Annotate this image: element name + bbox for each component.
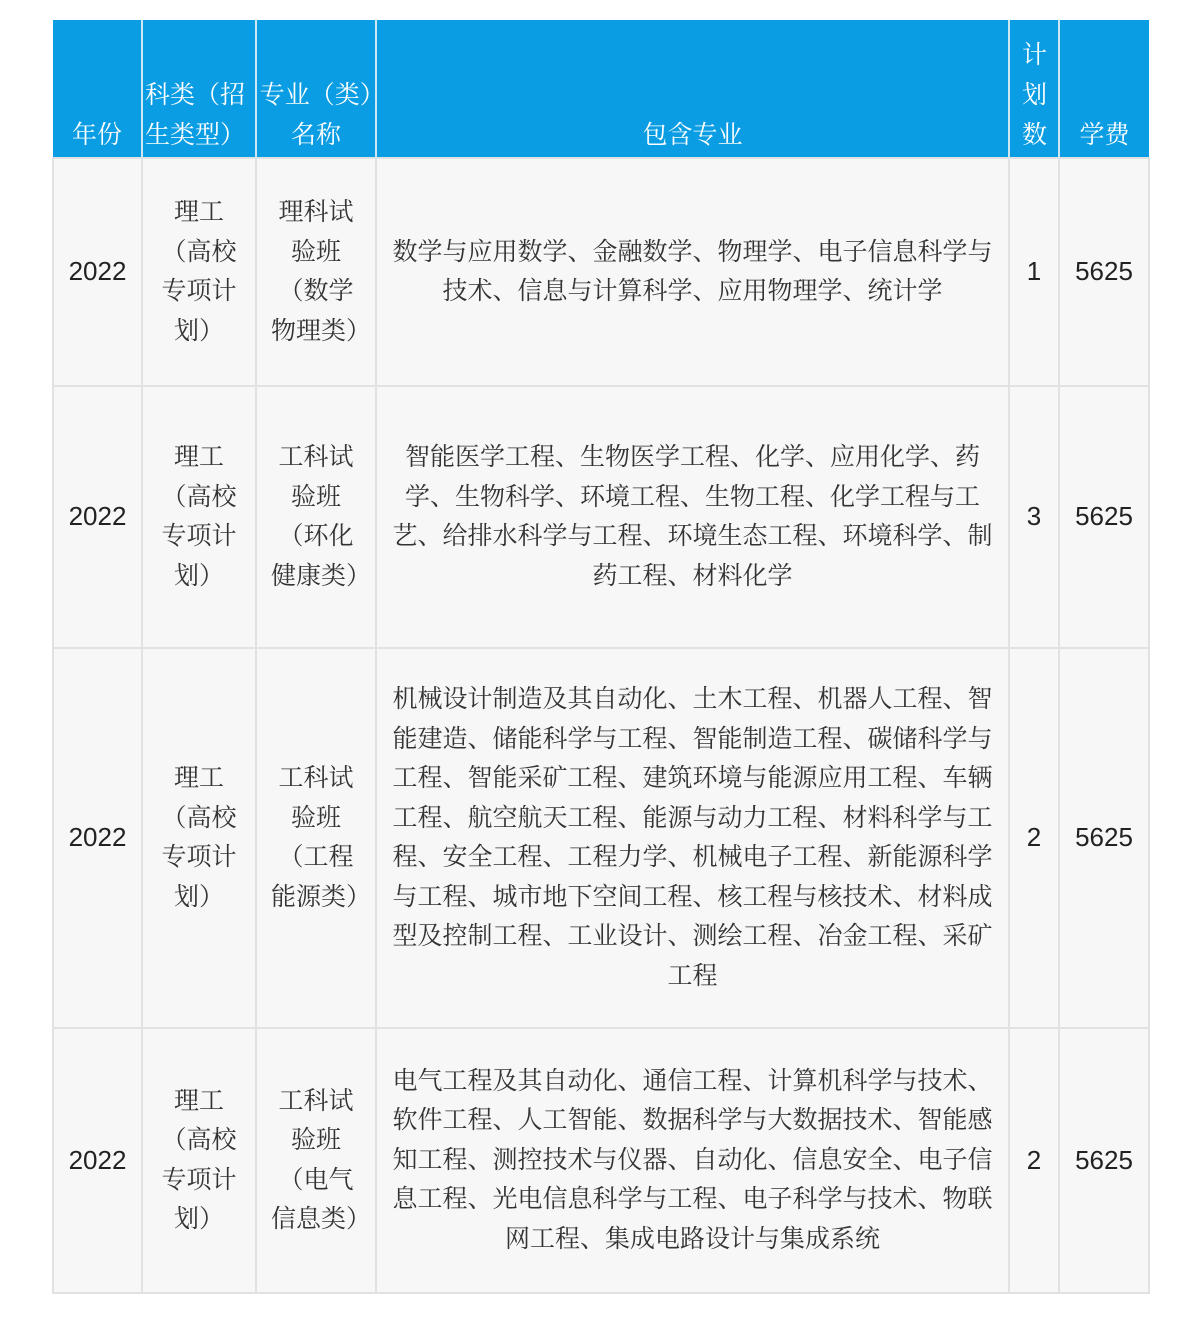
cell-plan: 3 <box>1009 386 1059 648</box>
cell-category: 理工（高校专项计划） <box>142 1028 256 1293</box>
cell-majors: 数学与应用数学、金融数学、物理学、电子信息科学与技术、信息与计算科学、应用物理学、统计学 <box>376 158 1009 386</box>
cell-category: 理工（高校专项计划） <box>142 386 256 648</box>
header-row <box>53 20 1149 158</box>
cell-year: 2022 <box>53 158 142 386</box>
cell-category: 理工（高校专项计划） <box>142 158 256 386</box>
table-row <box>53 386 1149 648</box>
cell-fee: 5625 <box>1059 158 1149 386</box>
header-major-class: 专业（类）名称 <box>256 20 376 158</box>
cell-fee: 5625 <box>1059 386 1149 648</box>
cell-year: 2022 <box>53 648 142 1028</box>
cell-fee: 5625 <box>1059 648 1149 1028</box>
cell-majors: 智能医学工程、生物医学工程、化学、应用化学、药学、生物科学、环境工程、生物工程、化学工程与工艺、给排水科学与工程、环境生态工程、环境科学、制药工程、材料化学 <box>376 386 1009 648</box>
enrollment-table <box>52 20 1150 1294</box>
cell-plan: 2 <box>1009 648 1059 1028</box>
cell-major-class: 工科试验班（工程能源类） <box>256 648 376 1028</box>
header-category: 科类（招生类型） <box>142 20 256 158</box>
table-row <box>53 1028 1149 1293</box>
header-year: 年份 <box>53 20 142 158</box>
table-row <box>53 648 1149 1028</box>
cell-plan: 2 <box>1009 1028 1059 1293</box>
cell-major-class: 工科试验班（电气信息类） <box>256 1028 376 1293</box>
header-majors: 包含专业 <box>376 20 1009 158</box>
cell-category: 理工（高校专项计划） <box>142 648 256 1028</box>
cell-major-class: 理科试验班（数学物理类） <box>256 158 376 386</box>
table-row <box>53 158 1149 386</box>
cell-year: 2022 <box>53 386 142 648</box>
cell-fee: 5625 <box>1059 1028 1149 1293</box>
cell-majors: 机械设计制造及其自动化、土木工程、机器人工程、智能建造、储能科学与工程、智能制造工程、碳储科学与工程、智能采矿工程、建筑环境与能源应用工程、车辆工程、航空航天工程、能源与动力工程、材料科学与工程、安全工程、工程力学、机械电子工程、新能源科学与工程、城市地下空间工程、核工程与核技术、材料成型及控制工程、工业设计、测绘工程、冶金工程、采矿工程 <box>376 648 1009 1028</box>
header-plan: 计划数 <box>1009 20 1059 158</box>
cell-major-class: 工科试验班（环化健康类） <box>256 386 376 648</box>
cell-majors: 电气工程及其自动化、通信工程、计算机科学与技术、软件工程、人工智能、数据科学与大数据技术、智能感知工程、测控技术与仪器、自动化、信息安全、电子信息工程、光电信息科学与工程、电子科学与技术、物联网工程、集成电路设计与集成系统 <box>376 1028 1009 1293</box>
cell-plan: 1 <box>1009 158 1059 386</box>
cell-year: 2022 <box>53 1028 142 1293</box>
header-fee: 学费 <box>1059 20 1149 158</box>
